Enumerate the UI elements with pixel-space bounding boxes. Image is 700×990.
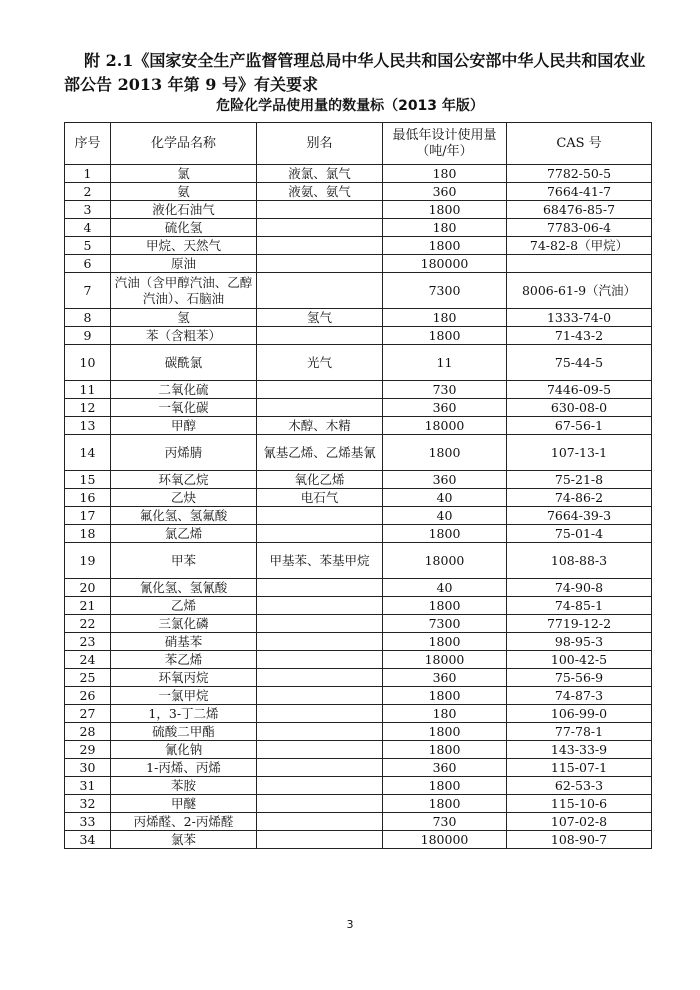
cell-min-usage: 40: [383, 579, 507, 597]
table-row: [65, 543, 652, 579]
cell-alias: 氢气: [257, 309, 383, 327]
cell-alias: [257, 795, 383, 813]
cell-no: 6: [65, 255, 111, 273]
cell-name: 乙烯: [111, 597, 257, 615]
cell-cas: 75-21-8: [507, 471, 652, 489]
header-cas: CAS 号: [507, 123, 652, 165]
table-row: [65, 165, 652, 183]
cell-alias: 氧化乙烯: [257, 471, 383, 489]
cell-min-usage: 1800: [383, 327, 507, 345]
cell-alias: [257, 615, 383, 633]
cell-no: 17: [65, 507, 111, 525]
cell-cas: 7783-06-4: [507, 219, 652, 237]
cell-cas: 7664-39-3: [507, 507, 652, 525]
table-row: [65, 183, 652, 201]
cell-cas: 71-43-2: [507, 327, 652, 345]
table-body: [65, 165, 652, 849]
cell-min-usage: 11: [383, 345, 507, 381]
cell-alias: 液氯、氯气: [257, 165, 383, 183]
cell-cas: 62-53-3: [507, 777, 652, 795]
cell-name: 环氧丙烷: [111, 669, 257, 687]
cell-no: 23: [65, 633, 111, 651]
cell-min-usage: 180: [383, 705, 507, 723]
table-row: [65, 237, 652, 255]
cell-no: 33: [65, 813, 111, 831]
cell-min-usage: 360: [383, 669, 507, 687]
cell-min-usage: 1800: [383, 723, 507, 741]
table-row: [65, 741, 652, 759]
cell-alias: [257, 633, 383, 651]
cell-no: 31: [65, 777, 111, 795]
cell-name: 三氯化磷: [111, 615, 257, 633]
cell-alias: [257, 327, 383, 345]
table-row: [65, 669, 652, 687]
cell-name: 氰化氢、氢氰酸: [111, 579, 257, 597]
table-title: 危险化学品使用量的数量标（2013 年版）: [216, 98, 484, 114]
cell-cas: 115-10-6: [507, 795, 652, 813]
cell-alias: 木醇、木精: [257, 417, 383, 435]
cell-cas: 107-02-8: [507, 813, 652, 831]
cell-min-usage: 40: [383, 507, 507, 525]
cell-min-usage: 40: [383, 489, 507, 507]
cell-cas: 74-87-3: [507, 687, 652, 705]
cell-alias: 氰基乙烯、乙烯基氰: [257, 435, 383, 471]
cell-name: 一氧化碳: [111, 399, 257, 417]
table-row: [65, 309, 652, 327]
cell-no: 34: [65, 831, 111, 849]
cell-cas: 108-88-3: [507, 543, 652, 579]
document-heading: [64, 49, 664, 97]
cell-min-usage: 1800: [383, 201, 507, 219]
cell-no: 11: [65, 381, 111, 399]
cell-name: 硫酸二甲酯: [111, 723, 257, 741]
cell-alias: [257, 381, 383, 399]
cell-min-usage: 1800: [383, 435, 507, 471]
cell-name: 1-丙烯、丙烯: [111, 759, 257, 777]
table-row: [65, 399, 652, 417]
cell-alias: [257, 525, 383, 543]
cell-no: 30: [65, 759, 111, 777]
table-row: [65, 777, 652, 795]
cell-no: 25: [65, 669, 111, 687]
cell-cas: 1333-74-0: [507, 309, 652, 327]
table-row: [65, 435, 652, 471]
table-row: [65, 273, 652, 309]
cell-cas: 77-78-1: [507, 723, 652, 741]
heading-line-1: 附 2.1《国家安全生产监督管理总局中华人民共和国公安部中华人民共和国农业: [84, 51, 646, 70]
cell-no: 16: [65, 489, 111, 507]
cell-name: 甲醚: [111, 795, 257, 813]
table-row: [65, 345, 652, 381]
cell-name: 丙烯腈: [111, 435, 257, 471]
cell-name: 苯胺: [111, 777, 257, 795]
cell-no: 7: [65, 273, 111, 309]
cell-name: 氯: [111, 165, 257, 183]
cell-cas: 7446-09-5: [507, 381, 652, 399]
cell-alias: [257, 705, 383, 723]
cell-name: 甲苯: [111, 543, 257, 579]
cell-name: 碳酰氯: [111, 345, 257, 381]
cell-no: 8: [65, 309, 111, 327]
table-row: [65, 759, 652, 777]
table-row: [65, 705, 652, 723]
cell-name: 氯苯: [111, 831, 257, 849]
cell-cas: 115-07-1: [507, 759, 652, 777]
cell-no: 27: [65, 705, 111, 723]
cell-cas: 108-90-7: [507, 831, 652, 849]
cell-alias: [257, 399, 383, 417]
table-row: [65, 615, 652, 633]
cell-name: 汽油（含甲醇汽油、乙醇汽油）、石脑油: [111, 273, 257, 309]
cell-min-usage: 730: [383, 813, 507, 831]
cell-alias: [257, 219, 383, 237]
cell-alias: [257, 651, 383, 669]
cell-no: 32: [65, 795, 111, 813]
cell-cas: 106-99-0: [507, 705, 652, 723]
cell-alias: [257, 741, 383, 759]
cell-min-usage: 180000: [383, 831, 507, 849]
cell-name: 二氧化硫: [111, 381, 257, 399]
cell-alias: [257, 237, 383, 255]
table-row: [65, 507, 652, 525]
cell-min-usage: 180: [383, 309, 507, 327]
cell-no: 5: [65, 237, 111, 255]
cell-min-usage: 1800: [383, 597, 507, 615]
cell-min-usage: 1800: [383, 795, 507, 813]
cell-cas: 107-13-1: [507, 435, 652, 471]
table-row: [65, 723, 652, 741]
cell-alias: [257, 831, 383, 849]
cell-alias: [257, 255, 383, 273]
table-row: [65, 201, 652, 219]
header-alias: 别名: [257, 123, 383, 165]
cell-name: 乙炔: [111, 489, 257, 507]
cell-name: 原油: [111, 255, 257, 273]
cell-name: 丙烯醛、2-丙烯醛: [111, 813, 257, 831]
cell-no: 1: [65, 165, 111, 183]
cell-alias: [257, 687, 383, 705]
cell-min-usage: 1800: [383, 525, 507, 543]
cell-cas: 7664-41-7: [507, 183, 652, 201]
cell-min-usage: 7300: [383, 273, 507, 309]
cell-name: 氰化钠: [111, 741, 257, 759]
header-name: 化学品名称: [111, 123, 257, 165]
cell-min-usage: 180: [383, 219, 507, 237]
cell-name: 液化石油气: [111, 201, 257, 219]
cell-cas: 74-90-8: [507, 579, 652, 597]
cell-no: 29: [65, 741, 111, 759]
cell-cas: 74-85-1: [507, 597, 652, 615]
cell-alias: 甲基苯、苯基甲烷: [257, 543, 383, 579]
cell-alias: [257, 201, 383, 219]
cell-alias: [257, 579, 383, 597]
cell-cas: [507, 255, 652, 273]
cell-cas: 8006-61-9（汽油）: [507, 273, 652, 309]
cell-alias: [257, 507, 383, 525]
table-row: [65, 813, 652, 831]
cell-name: 硝基苯: [111, 633, 257, 651]
cell-min-usage: 360: [383, 183, 507, 201]
cell-min-usage: 18000: [383, 417, 507, 435]
table-row: [65, 255, 652, 273]
cell-min-usage: 360: [383, 759, 507, 777]
table-row: [65, 489, 652, 507]
header-no: 序号: [65, 123, 111, 165]
table-row: [65, 579, 652, 597]
table-row: [65, 687, 652, 705]
cell-min-usage: 18000: [383, 543, 507, 579]
cell-no: 18: [65, 525, 111, 543]
cell-no: 22: [65, 615, 111, 633]
cell-no: 9: [65, 327, 111, 345]
cell-cas: 74-82-8（甲烷）: [507, 237, 652, 255]
cell-alias: [257, 723, 383, 741]
cell-cas: 7782-50-5: [507, 165, 652, 183]
cell-no: 12: [65, 399, 111, 417]
cell-alias: 液氨、氨气: [257, 183, 383, 201]
cell-name: 甲烷、天然气: [111, 237, 257, 255]
cell-no: 14: [65, 435, 111, 471]
table-row: [65, 327, 652, 345]
cell-cas: 67-56-1: [507, 417, 652, 435]
cell-no: 13: [65, 417, 111, 435]
cell-alias: [257, 669, 383, 687]
cell-name: 氢: [111, 309, 257, 327]
cell-alias: [257, 597, 383, 615]
cell-name: 甲醇: [111, 417, 257, 435]
cell-alias: [257, 759, 383, 777]
cell-min-usage: 360: [383, 399, 507, 417]
heading-line-2: 部公告 2013 年第 9 号》有关要求: [64, 75, 318, 94]
table-row: [65, 795, 652, 813]
cell-no: 28: [65, 723, 111, 741]
cell-alias: [257, 777, 383, 795]
cell-cas: 143-33-9: [507, 741, 652, 759]
cell-min-usage: 1800: [383, 237, 507, 255]
cell-no: 10: [65, 345, 111, 381]
cell-cas: 75-44-5: [507, 345, 652, 381]
cell-cas: 74-86-2: [507, 489, 652, 507]
table-row: [65, 417, 652, 435]
cell-min-usage: 360: [383, 471, 507, 489]
cell-min-usage: 180000: [383, 255, 507, 273]
cell-min-usage: 1800: [383, 777, 507, 795]
cell-min-usage: 7300: [383, 615, 507, 633]
cell-min-usage: 18000: [383, 651, 507, 669]
cell-no: 19: [65, 543, 111, 579]
cell-name: 氯乙烯: [111, 525, 257, 543]
table-header-row: [65, 123, 652, 165]
cell-name: 一氯甲烷: [111, 687, 257, 705]
cell-name: 氟化氢、氢氟酸: [111, 507, 257, 525]
cell-alias: 电石气: [257, 489, 383, 507]
cell-min-usage: 1800: [383, 687, 507, 705]
cell-alias: [257, 813, 383, 831]
cell-cas: 630-08-0: [507, 399, 652, 417]
cell-no: 20: [65, 579, 111, 597]
header-min-usage: 最低年设计使用量（吨/年）: [383, 123, 507, 165]
cell-no: 24: [65, 651, 111, 669]
cell-cas: 98-95-3: [507, 633, 652, 651]
cell-cas: 75-01-4: [507, 525, 652, 543]
cell-cas: 7719-12-2: [507, 615, 652, 633]
cell-name: 苯乙烯: [111, 651, 257, 669]
cell-name: 苯（含粗苯）: [111, 327, 257, 345]
table-row: [65, 525, 652, 543]
cell-min-usage: 180: [383, 165, 507, 183]
cell-min-usage: 730: [383, 381, 507, 399]
cell-name: 1，3-丁二烯: [111, 705, 257, 723]
cell-no: 4: [65, 219, 111, 237]
cell-name: 氨: [111, 183, 257, 201]
table-row: [65, 471, 652, 489]
cell-no: 2: [65, 183, 111, 201]
cell-no: 15: [65, 471, 111, 489]
table-row: [65, 633, 652, 651]
cell-min-usage: 1800: [383, 741, 507, 759]
table-row: [65, 597, 652, 615]
cell-no: 21: [65, 597, 111, 615]
cell-cas: 68476-85-7: [507, 201, 652, 219]
cell-no: 26: [65, 687, 111, 705]
cell-name: 环氧乙烷: [111, 471, 257, 489]
cell-min-usage: 1800: [383, 633, 507, 651]
cell-alias: 光气: [257, 345, 383, 381]
cell-no: 3: [65, 201, 111, 219]
table-row: [65, 831, 652, 849]
cell-alias: [257, 273, 383, 309]
table-row: [65, 219, 652, 237]
cell-cas: 100-42-5: [507, 651, 652, 669]
table-row: [65, 381, 652, 399]
cell-cas: 75-56-9: [507, 669, 652, 687]
table-row: [65, 651, 652, 669]
chemicals-table: [64, 122, 652, 849]
page-number: 3: [346, 918, 354, 931]
cell-name: 硫化氢: [111, 219, 257, 237]
